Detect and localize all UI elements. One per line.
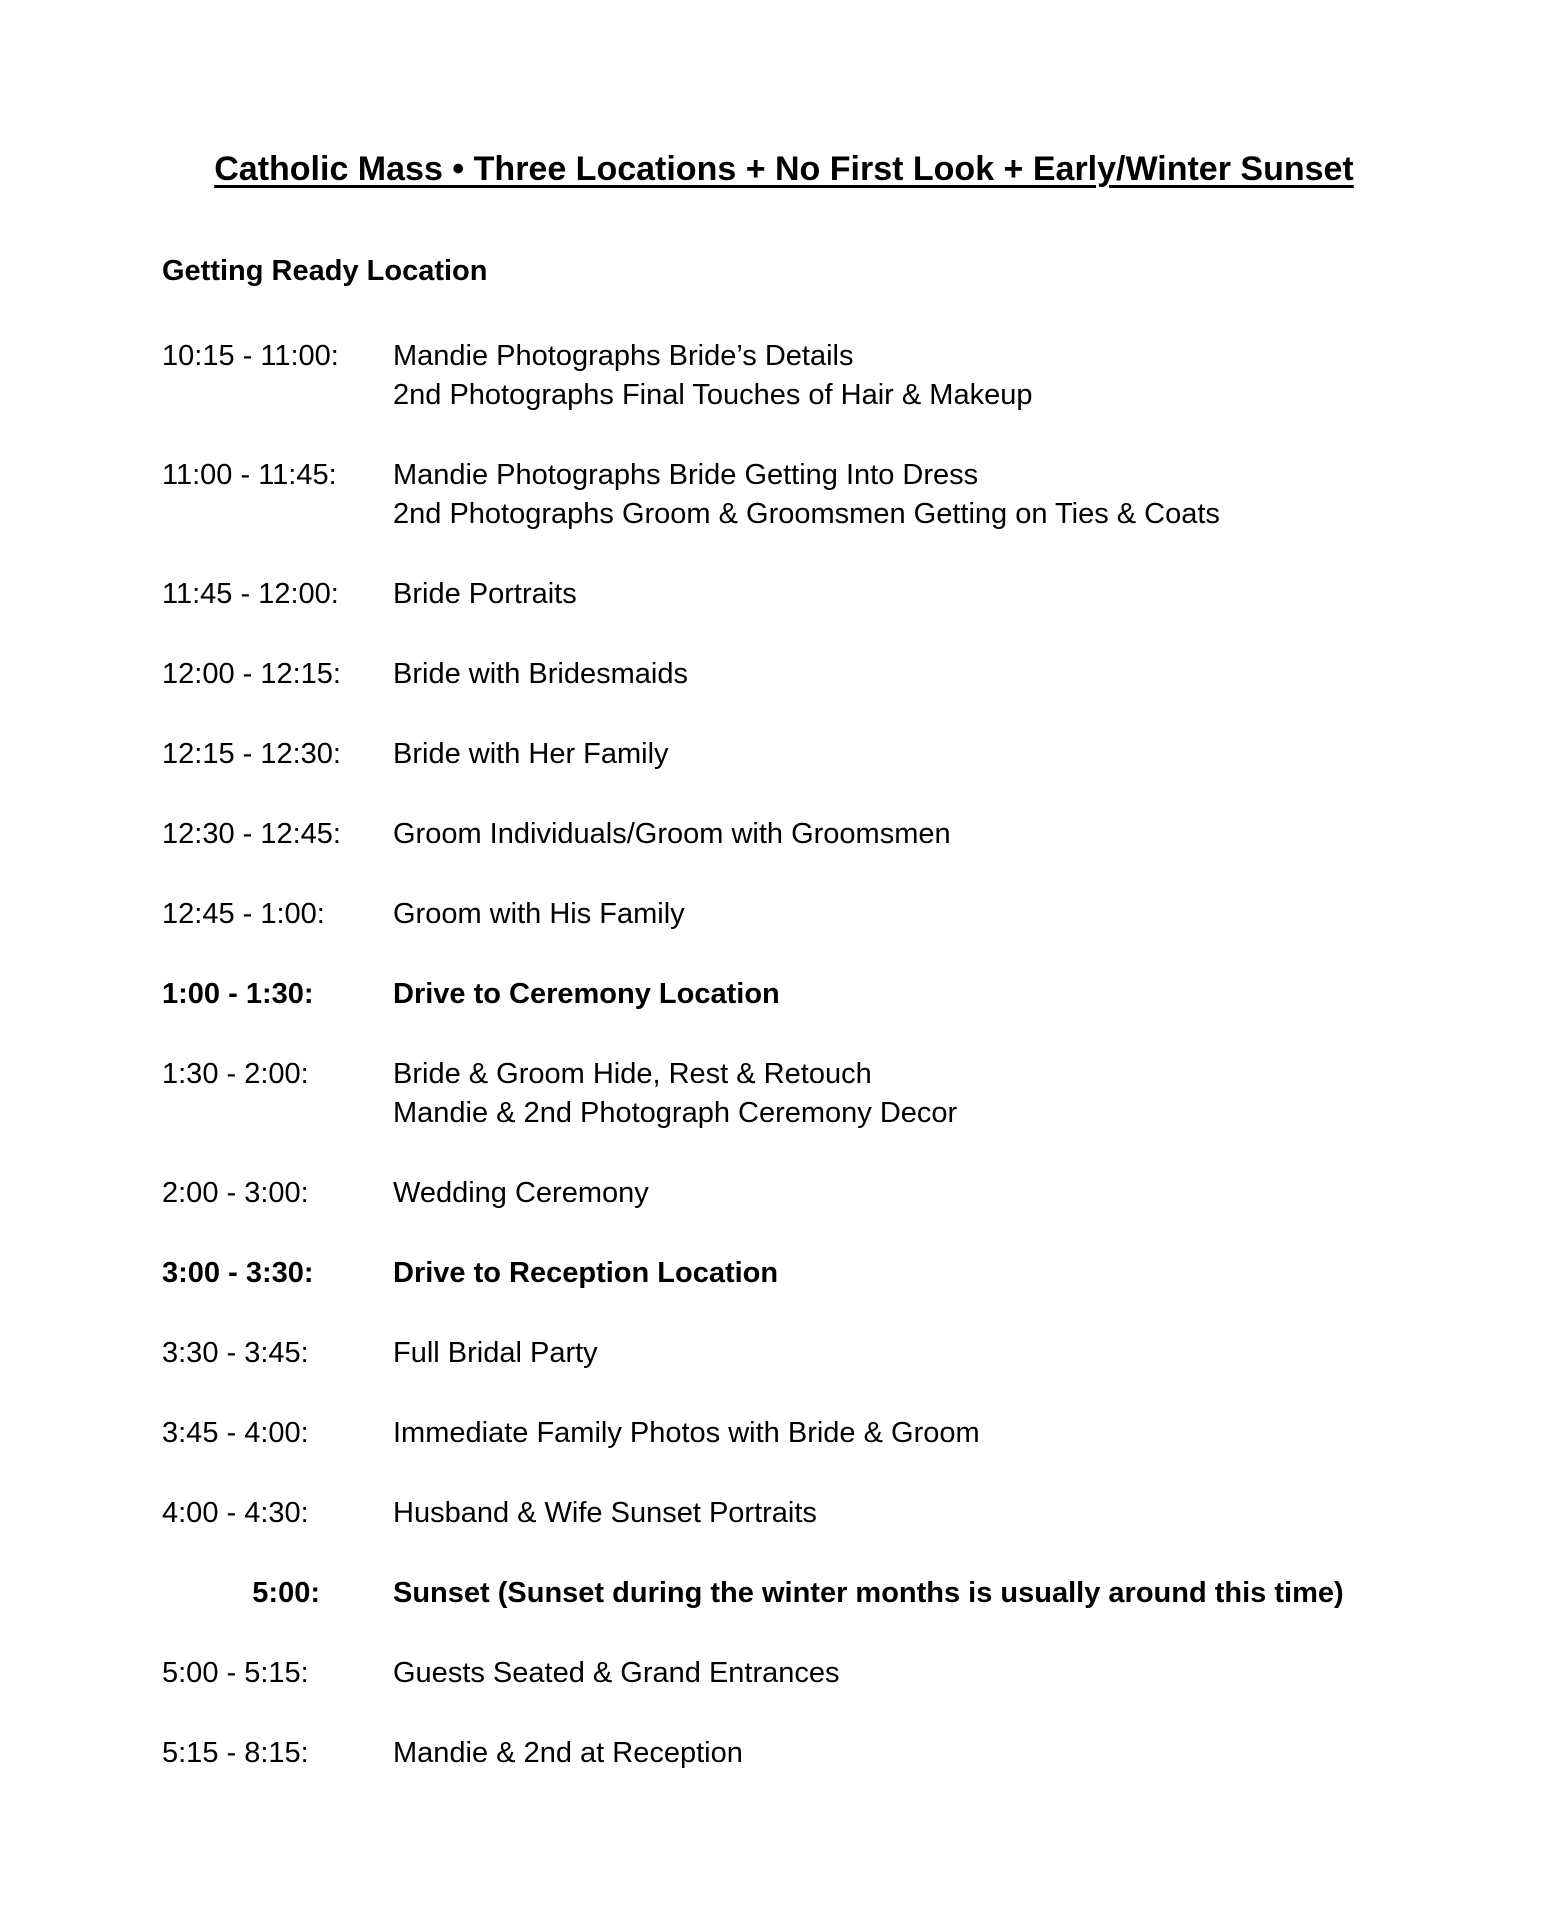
entry-time: 1:00 - 1:30:: [162, 978, 314, 1010]
entry-description: [393, 1055, 1568, 1133]
entry-line: Bride with Her Family: [393, 738, 669, 770]
entry-time: 10:15 - 11:00:: [162, 340, 339, 372]
entry-line: Mandie Photographs Bride Getting Into Dress: [393, 459, 979, 491]
entry-line: Bride & Groom Hide, Rest & Retouch: [393, 1058, 872, 1090]
entry-line: Mandie Photographs Bride’s Details: [393, 340, 854, 372]
schedule-entry: [162, 975, 1568, 1014]
schedule-entry: [162, 1055, 1568, 1133]
entry-line: Sunset (Sunset during the winter months is usually around this time): [393, 1577, 1344, 1609]
entry-description: [393, 1734, 1568, 1773]
schedule-entry: [162, 1734, 1568, 1773]
schedule-entry: [162, 1334, 1568, 1373]
entry-description: [393, 1174, 1568, 1213]
schedule-entry: [162, 575, 1568, 614]
entry-time: 5:15 - 8:15:: [162, 1737, 309, 1769]
entry-time: 12:00 - 12:15:: [162, 658, 341, 690]
entry-time: 3:30 - 3:45:: [162, 1337, 309, 1369]
schedule-entry: [162, 655, 1568, 694]
entry-description: [393, 1254, 1568, 1293]
entry-description: [393, 1334, 1568, 1373]
entry-line: Groom Individuals/Groom with Groomsmen: [393, 818, 951, 850]
schedule-entry: [162, 1654, 1568, 1693]
entry-line: Full Bridal Party: [393, 1337, 598, 1369]
schedule-entry: [162, 337, 1568, 415]
entry-time: 12:15 - 12:30:: [162, 738, 341, 770]
entry-description: [393, 655, 1568, 694]
entry-line: Husband & Wife Sunset Portraits: [393, 1497, 817, 1529]
schedule-entry: [162, 1254, 1568, 1293]
entry-description: [393, 575, 1568, 614]
entry-line: Bride with Bridesmaids: [393, 658, 688, 690]
entry-time: 1:30 - 2:00:: [162, 1058, 309, 1090]
entry-description: [393, 735, 1568, 774]
entry-line: Mandie & 2nd at Reception: [393, 1737, 743, 1769]
schedule-entry: [162, 1174, 1568, 1213]
entry-time: 11:00 - 11:45:: [162, 459, 337, 491]
entry-line: Drive to Reception Location: [393, 1257, 779, 1289]
entry-line: Wedding Ceremony: [393, 1177, 649, 1209]
schedule-entry: [162, 815, 1568, 854]
schedule-entry: [162, 895, 1568, 934]
section-heading-getting-ready-location: Getting Ready Location: [162, 255, 488, 287]
entry-time: 3:00 - 3:30:: [162, 1257, 314, 1289]
entry-line: Mandie & 2nd Photograph Ceremony Decor: [393, 1097, 958, 1129]
entry-line: 2nd Photographs Groom & Groomsmen Getting on Ties & Coats: [393, 498, 1220, 530]
entry-line: Guests Seated & Grand Entrances: [393, 1657, 840, 1689]
schedule-entry: [162, 1414, 1568, 1453]
entry-description: [393, 337, 1568, 415]
schedule-entry: [162, 456, 1568, 534]
entry-line: Drive to Ceremony Location: [393, 978, 780, 1010]
schedule-entry: [162, 1494, 1568, 1533]
entry-description: [393, 895, 1568, 934]
entry-description: [393, 1654, 1568, 1693]
entry-line: Immediate Family Photos with Bride & Groom: [393, 1417, 980, 1449]
schedule-entry: [162, 1574, 1568, 1613]
entry-time: 12:30 - 12:45:: [162, 818, 341, 850]
entry-time: 12:45 - 1:00:: [162, 898, 325, 930]
schedule-entry: [162, 735, 1568, 774]
entry-time: 2:00 - 3:00:: [162, 1177, 309, 1209]
schedule: [162, 337, 1568, 1773]
entry-description: [393, 1574, 1568, 1613]
entry-line: Bride Portraits: [393, 578, 577, 610]
entry-description: [393, 975, 1568, 1014]
entry-time: 5:00 - 5:15:: [162, 1657, 309, 1689]
entry-time: 3:45 - 4:00:: [162, 1417, 309, 1449]
document-title: Catholic Mass • Three Locations + No First Look + Early/Winter Sunset: [214, 150, 1354, 188]
entry-description: [393, 456, 1568, 534]
entry-description: [393, 1494, 1568, 1533]
entry-time: 11:45 - 12:00:: [162, 578, 339, 610]
entry-time: 5:00:: [252, 1577, 320, 1609]
entry-time: 4:00 - 4:30:: [162, 1497, 309, 1529]
entry-description: [393, 815, 1568, 854]
entry-line: Groom with His Family: [393, 898, 685, 930]
entry-description: [393, 1414, 1568, 1453]
entry-line: 2nd Photographs Final Touches of Hair & Makeup: [393, 379, 1033, 411]
